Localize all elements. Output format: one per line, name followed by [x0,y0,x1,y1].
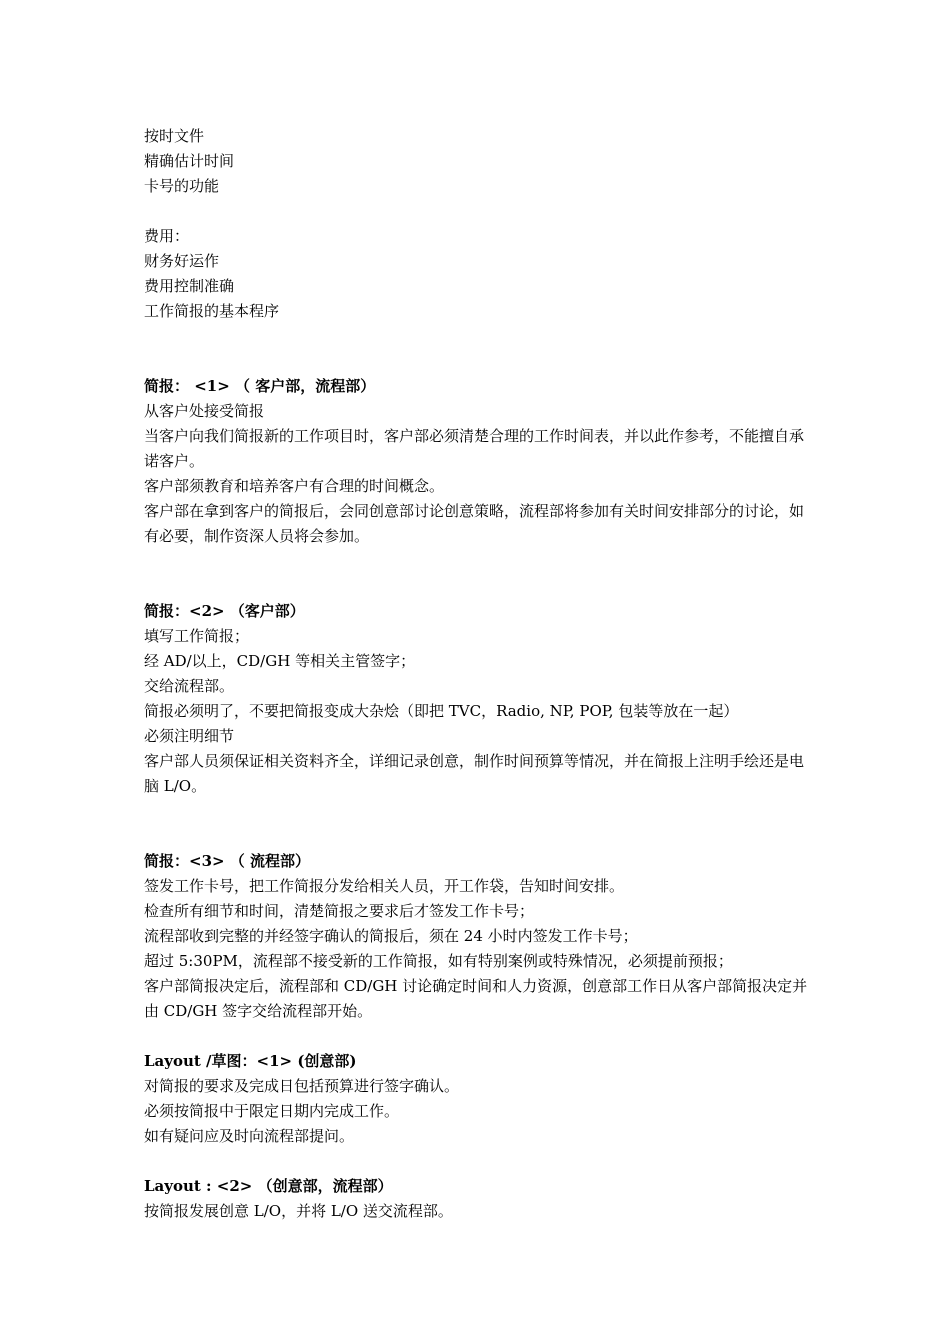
brief3-line: 流程部收到完整的并经签字确认的简报后，须在 24 小时内签发工作卡号； [144,927,638,945]
brief2-line: 交给流程部。 [144,677,235,695]
layout1-line: 必须按简报中于限定日期内完成工作。 [144,1102,400,1120]
brief1-line: 当客户向我们简报新的工作项目时，客户部必须清楚合理的工作时间表，并以此作参考，不能擅自承诺客户。 [144,427,805,470]
brief3-line: 签发工作卡号，把工作简报分发给相关人员，开工作袋，告知时间安排。 [144,877,625,895]
intro-line: 按时文件 [144,127,205,145]
brief2-section [144,599,810,799]
layout1-section [144,1049,810,1149]
brief1-section [144,374,810,549]
layout1-line: 对简报的要求及完成日包括预算进行签字确认。 [144,1077,460,1095]
layout2-line: 按简报发展创意 L/O，并将 L/O 送交流程部。 [144,1202,453,1220]
intro-section [144,124,810,199]
brief1-heading: 简报： <1> （ 客户部，流程部） [144,377,376,395]
layout2-heading: Layout : <2> （创意部，流程部） [144,1177,393,1195]
layout1-heading: Layout /草图：<1> (创意部) [144,1052,357,1070]
layout2-section [144,1174,810,1224]
brief3-section [144,849,810,1024]
brief3-line: 超过 5:30PM，流程部不接受新的工作简报，如有特别案例或特殊情况，必须提前预报； [144,952,733,970]
brief3-line: 检查所有细节和时间，清楚简报之要求后才签发工作卡号； [144,902,535,920]
intro-line: 精确估计时间 [144,152,235,170]
cost-line: 费用： [144,227,190,245]
brief2-line: 简报必须明了，不要把简报变成大杂烩（即把 TVC，Radio, NP, POP, 包装等放在一起） [144,702,739,720]
brief3-line: 客户部简报决定后，流程部和 CD/GH 讨论确定时间和人力资源，创意部工作日从客户部简报决定并由 CD/GH 签字交给流程部开始。 [144,977,808,1020]
brief2-line: 客户部人员须保证相关资料齐全，详细记录创意，制作时间预算等情况，并在简报上注明手绘还是电脑 L/O。 [144,752,805,795]
brief2-heading: 简报：<2> （客户部） [144,602,305,620]
brief3-heading: 简报：<3> （ 流程部） [144,852,311,870]
brief2-line: 经 AD/以上，CD/GH 等相关主管签字； [144,652,416,670]
cost-line: 工作简报的基本程序 [144,302,280,320]
brief1-line: 客户部在拿到客户的简报后，会同创意部讨论创意策略，流程部将参加有关时间安排部分的讨论，如有必要，制作资深人员将会参加。 [144,502,805,545]
layout1-line: 如有疑问应及时向流程部提问。 [144,1127,355,1145]
brief2-line: 必须注明细节 [144,727,235,745]
document-body [144,124,810,1224]
brief2-line: 填写工作简报； [144,627,250,645]
intro-line: 卡号的功能 [144,177,220,195]
brief1-line: 客户部须教育和培养客户有合理的时间概念。 [144,477,445,495]
cost-line: 费用控制准确 [144,277,235,295]
cost-section [144,224,810,324]
cost-line: 财务好运作 [144,252,220,270]
brief1-line: 从客户处接受简报 [144,402,265,420]
